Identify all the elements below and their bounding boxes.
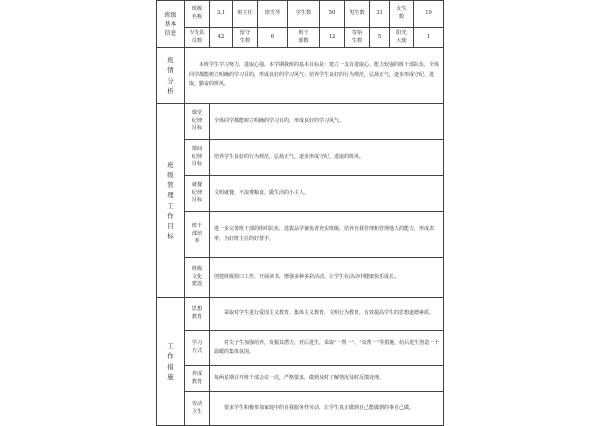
pioneers-label: 少先队 员数 xyxy=(185,28,210,48)
student-count-label: 学生数 xyxy=(288,1,320,28)
pioneers-value: 42 xyxy=(210,28,233,48)
boarding-value: 5 xyxy=(370,28,390,48)
goal-text-cadre-training: 进一步完善班干部的组织队伍，选拔品学兼优者充实班级，培养自我管理和管理他人的能力，形成表率，为好班主任的好帮手。 xyxy=(210,212,444,258)
sunshine-label: 阳光 大使 xyxy=(390,28,414,48)
measure-name-labor: 劳动 卫生 xyxy=(185,392,210,426)
boys-value: 31 xyxy=(370,1,390,28)
goal-text-dining: 文明就餐，不浪费粮食，做生活的小主人。 xyxy=(210,176,444,212)
basic-info-label: 班级 基本 信息 xyxy=(157,1,185,48)
head-teacher-label: 班主任 xyxy=(233,1,258,28)
goal-text-recess: 培养学生良好的行为规范，弘扬正气，逐步形成守纪、进取的班风。 xyxy=(210,140,444,176)
measure-text-study: 对尖子生加强培养，发掘其潜力，对后进生，采取“一帮一”、“众帮一”等措施，给后进生创造一个温暖的集体氛围。 xyxy=(210,331,444,366)
analysis-label: 班 情 分 析 xyxy=(157,48,185,104)
class-name-label: 班级 名称 xyxy=(185,1,210,28)
goal-text-culture: 创建班级窗口工作，开展读书，增强多种多彩活动，让学生在活动中健康快乐成长。 xyxy=(210,258,444,298)
goal-name-cadre-training: 班干 部培 养 xyxy=(185,212,210,258)
boarding-label: 寄宿 生数 xyxy=(345,28,370,48)
left-behind-label: 留守 生数 xyxy=(233,28,258,48)
head-teacher-value: 徐雪琴 xyxy=(258,1,288,28)
analysis-text: 本班学生学习努力，进取心强。本学期我班的基本目标是：建立一支有进取心、能力较强的班干部队伍，全体同学都能树立明确的学习目的，形成良好的学习风气；培养学生良好的行为规范，弘扬正气，逐步形成守纪、进取、勤奋的班风。 xyxy=(185,48,444,104)
measure-text-habits: 每两星期召开班干部会议一次，严格要求，做到及时了解情况及时反馈处理。 xyxy=(210,366,444,392)
cadres-value: 12 xyxy=(320,28,345,48)
boys-label: 男生数 xyxy=(345,1,370,28)
left-behind-value: 6 xyxy=(258,28,288,48)
measure-name-ideology: 思想 教育 xyxy=(185,298,210,331)
class-name-value: 3.1 xyxy=(210,1,233,28)
goal-name-classroom: 课堂 纪律 目标 xyxy=(185,104,210,140)
goal-name-dining: 就餐 纪律 目标 xyxy=(185,176,210,212)
girls-label: 女生 数 xyxy=(390,1,414,28)
sunshine-value: 1 xyxy=(414,28,444,48)
measure-name-habits: 养成 教育 xyxy=(185,366,210,392)
measure-text-ideology: 采取对学生进行爱国主义教育，集体主义教育，文明行为教育，有效提高学生的思想道德素质。 xyxy=(210,298,444,331)
goal-name-recess: 课间 纪律 目标 xyxy=(185,140,210,176)
student-count-value: 50 xyxy=(320,1,345,28)
cadres-label: 班干 部数 xyxy=(288,28,320,48)
class-plan-table xyxy=(156,0,444,426)
measures-label: 工 作 措 施 xyxy=(157,298,185,426)
goal-name-culture: 班级 文化 建设 xyxy=(185,258,210,298)
measure-text-labor: 要求学生积极参加家庭中的自我服务性劳动，让学生真正做到自己能做到的事自己做。 xyxy=(210,392,444,426)
measure-name-study: 学习 方式 xyxy=(185,331,210,366)
girls-value: 19 xyxy=(414,1,444,28)
goals-label: 班 级 管 理 工 作 目 标 xyxy=(157,104,185,298)
goal-text-classroom: 全体同学都能树立明确的学习目的，形成良好的学习风气。 xyxy=(210,104,444,140)
class-plan-sheet xyxy=(156,0,443,415)
